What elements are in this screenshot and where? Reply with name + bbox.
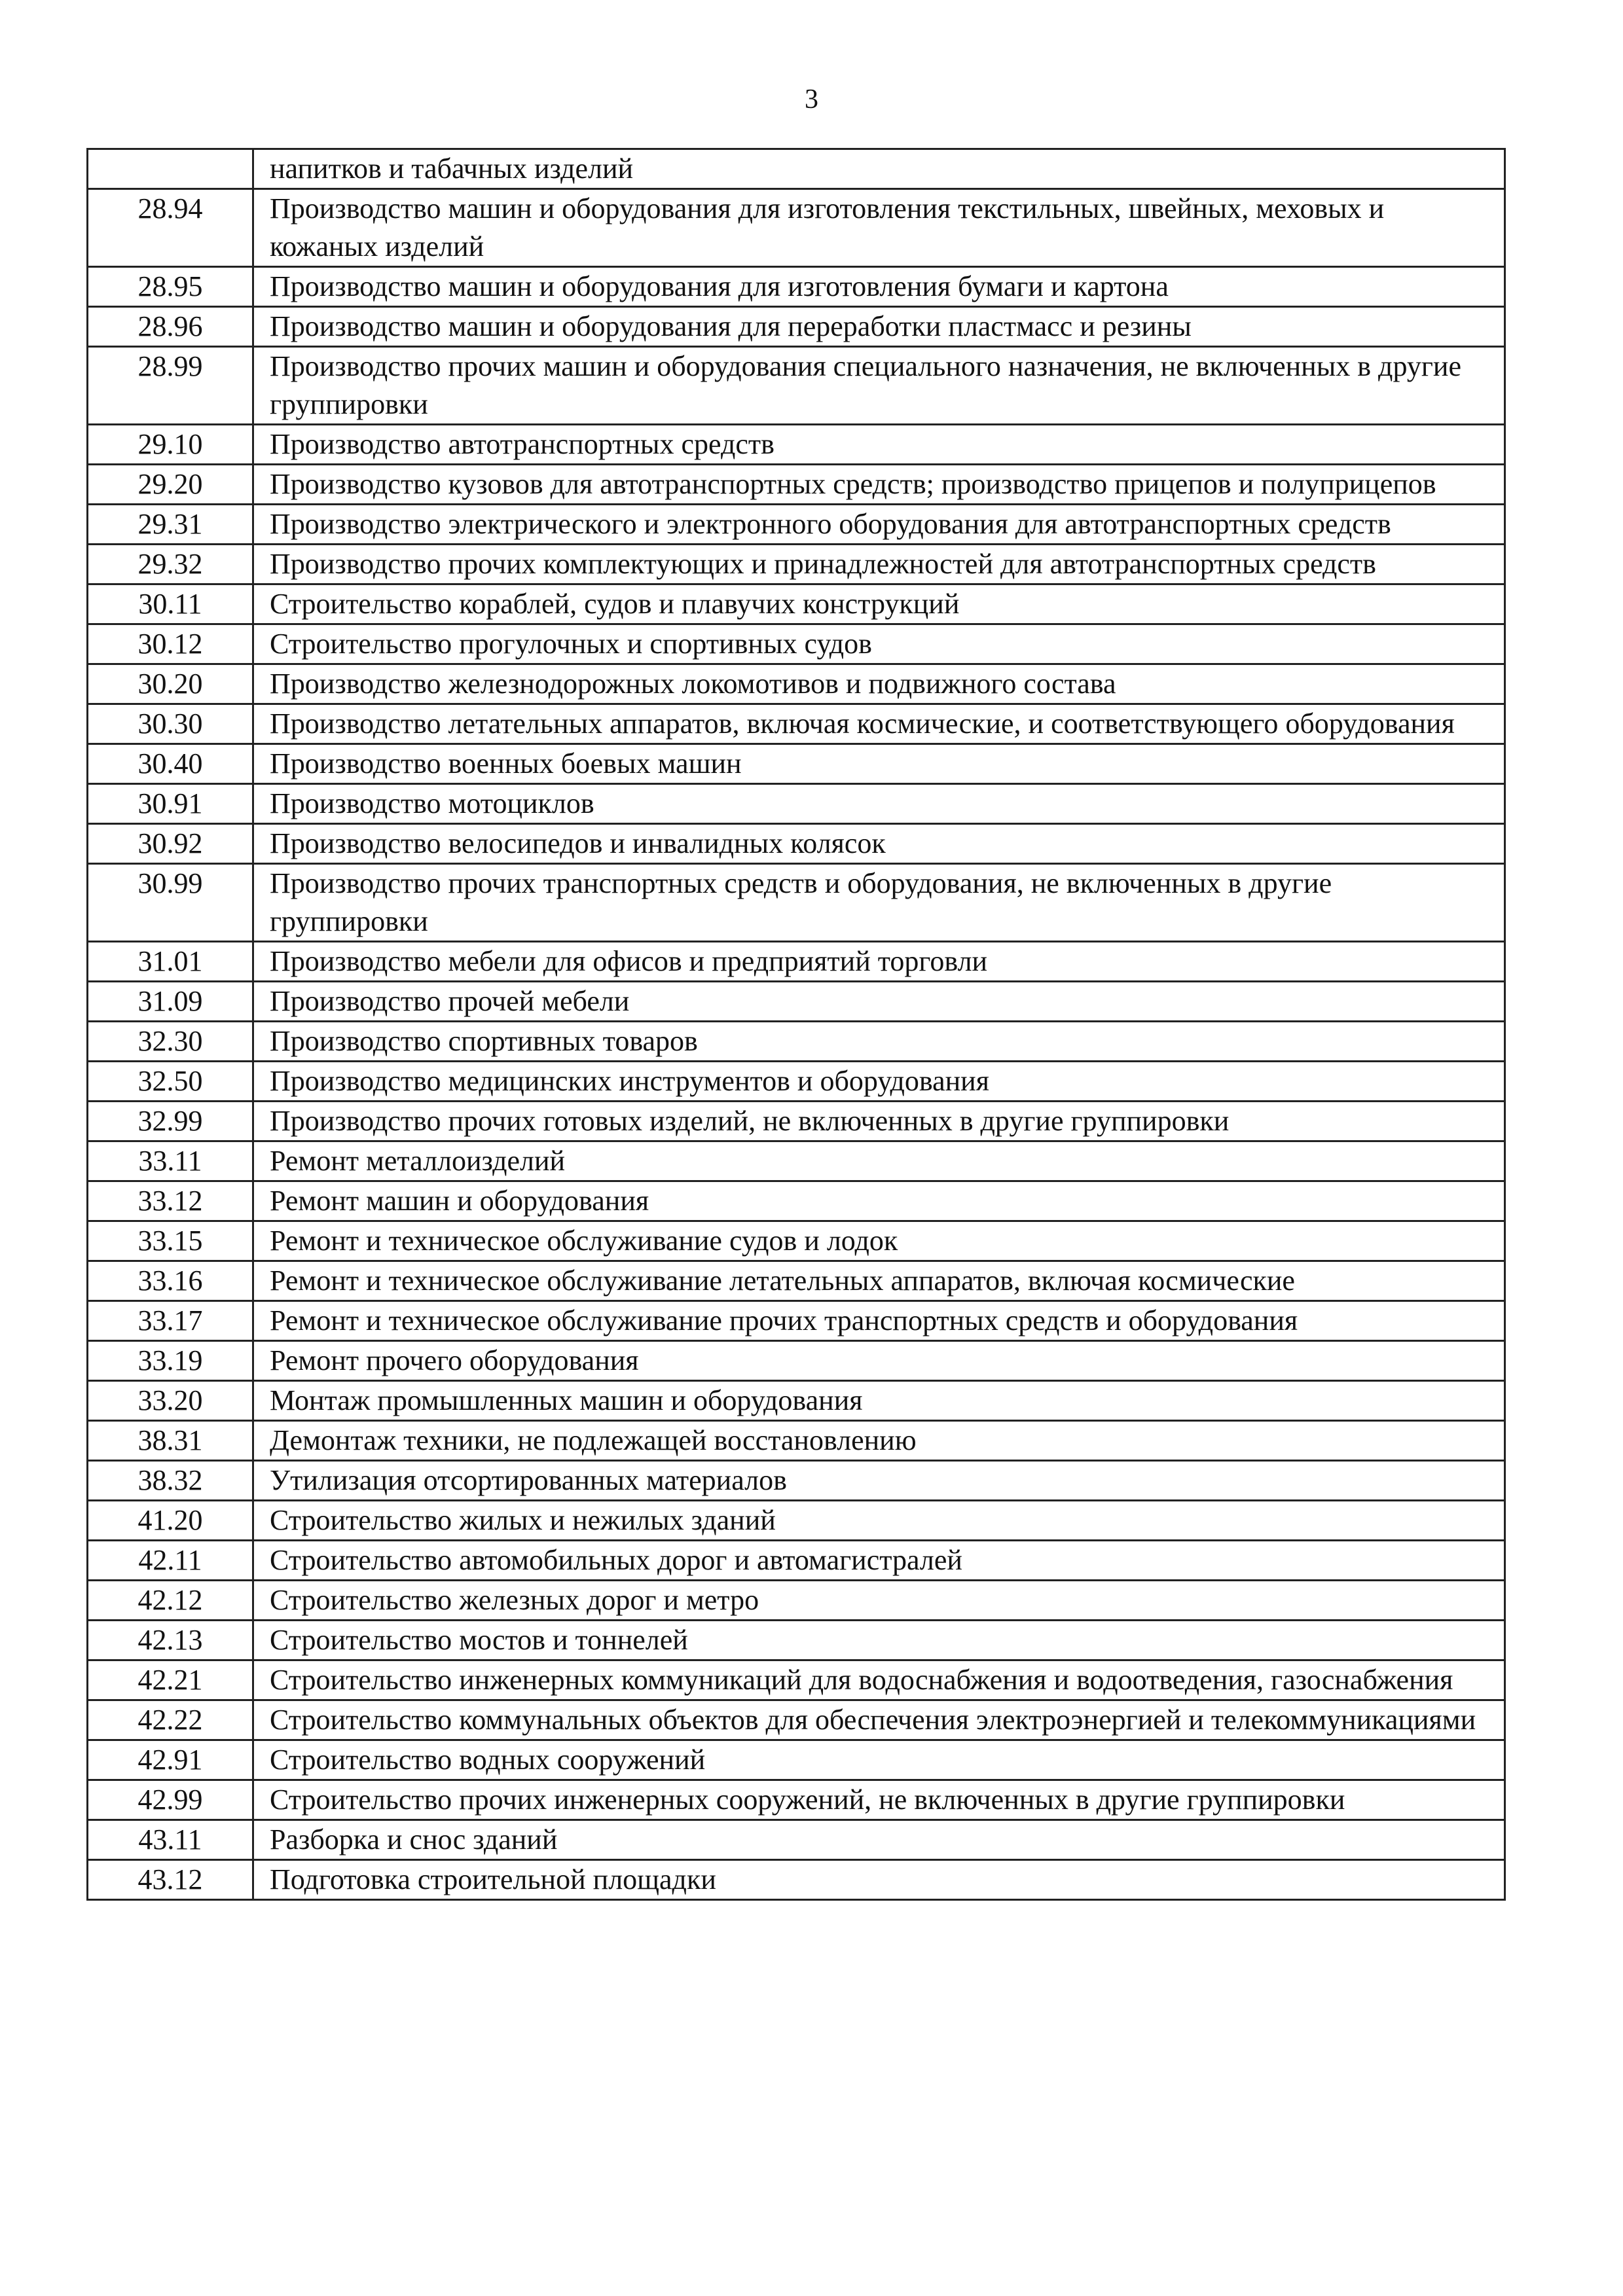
table-row <box>88 1341 1505 1381</box>
activity-description: Подготовка строительной площадки <box>253 1860 1505 1900</box>
activity-description: напитков и табачных изделий <box>253 149 1505 189</box>
table-row <box>88 1221 1505 1261</box>
table-row <box>88 664 1505 704</box>
table-row <box>88 704 1505 744</box>
activity-description: Производство прочих готовых изделий, не включенных в другие группировки <box>253 1102 1505 1141</box>
activity-description: Строительство кораблей, судов и плавучих конструкций <box>253 584 1505 624</box>
table-row <box>88 425 1505 465</box>
table-row <box>88 1660 1505 1700</box>
activity-code: 30.91 <box>88 784 253 824</box>
activity-code: 29.32 <box>88 545 253 584</box>
activity-description: Производство прочей мебели <box>253 982 1505 1022</box>
activity-description: Производство мебели для офисов и предприятий торговли <box>253 942 1505 982</box>
activity-description: Утилизация отсортированных материалов <box>253 1461 1505 1501</box>
table-row <box>88 824 1505 864</box>
activity-description: Производство электрического и электронного оборудования для автотранспортных средств <box>253 505 1505 545</box>
activity-code: 30.92 <box>88 824 253 864</box>
table-row <box>88 505 1505 545</box>
activity-description: Строительство инженерных коммуникаций для водоснабжения и водоотведения, газоснабжения <box>253 1660 1505 1700</box>
activity-code: 32.99 <box>88 1102 253 1141</box>
table-row <box>88 1421 1505 1461</box>
activity-description: Ремонт прочего оборудования <box>253 1341 1505 1381</box>
table-row <box>88 942 1505 982</box>
activity-description: Производство автотранспортных средств <box>253 425 1505 465</box>
table-body <box>88 149 1505 1900</box>
table-row <box>88 744 1505 784</box>
activity-code: 42.91 <box>88 1740 253 1780</box>
table-row <box>88 1381 1505 1421</box>
activity-code: 33.17 <box>88 1301 253 1341</box>
activity-code: 33.11 <box>88 1141 253 1181</box>
activity-code: 33.12 <box>88 1181 253 1221</box>
activity-code: 30.20 <box>88 664 253 704</box>
activity-codes-table <box>86 148 1506 1901</box>
table-row <box>88 267 1505 307</box>
activity-code: 33.15 <box>88 1221 253 1261</box>
activity-code: 38.32 <box>88 1461 253 1501</box>
activity-code: 31.01 <box>88 942 253 982</box>
activity-description: Строительство прогулочных и спортивных судов <box>253 624 1505 664</box>
activity-description: Производство летательных аппаратов, включая космические, и соответствующего оборудования <box>253 704 1505 744</box>
activity-code: 42.13 <box>88 1621 253 1660</box>
table-row <box>88 624 1505 664</box>
page-number: 3 <box>805 84 818 115</box>
activity-code: 28.99 <box>88 347 253 425</box>
table-row <box>88 982 1505 1022</box>
activity-code: 28.96 <box>88 307 253 347</box>
table-row <box>88 584 1505 624</box>
activity-code: 41.20 <box>88 1501 253 1541</box>
activity-code: 42.99 <box>88 1780 253 1820</box>
activity-code: 42.11 <box>88 1541 253 1581</box>
activity-description: Строительство железных дорог и метро <box>253 1581 1505 1621</box>
table-row <box>88 784 1505 824</box>
table-row <box>88 1541 1505 1581</box>
activity-code: 29.10 <box>88 425 253 465</box>
activity-code: 31.09 <box>88 982 253 1022</box>
table-row <box>88 1102 1505 1141</box>
activity-description: Производство спортивных товаров <box>253 1022 1505 1062</box>
table-row <box>88 1860 1505 1900</box>
table-row <box>88 1621 1505 1660</box>
activity-description: Ремонт и техническое обслуживание летательных аппаратов, включая космические <box>253 1261 1505 1301</box>
activity-code: 30.99 <box>88 864 253 942</box>
activity-description: Производство железнодорожных локомотивов и подвижного состава <box>253 664 1505 704</box>
activity-description: Производство медицинских инструментов и оборудования <box>253 1062 1505 1102</box>
table-row <box>88 1141 1505 1181</box>
activity-description: Ремонт и техническое обслуживание судов и лодок <box>253 1221 1505 1261</box>
activity-description: Производство машин и оборудования для изготовления текстильных, швейных, меховых и кожаных изделий <box>253 189 1505 267</box>
activity-code: 42.21 <box>88 1660 253 1700</box>
table-row <box>88 1181 1505 1221</box>
table-row <box>88 465 1505 505</box>
table-row <box>88 1581 1505 1621</box>
activity-description: Производство прочих транспортных средств и оборудования, не включенных в другие группировки <box>253 864 1505 942</box>
activity-code: 43.12 <box>88 1860 253 1900</box>
activity-code: 30.12 <box>88 624 253 664</box>
activity-description: Производство кузовов для автотранспортных средств; производство прицепов и полуприцепов <box>253 465 1505 505</box>
activity-code: 29.31 <box>88 505 253 545</box>
table-row <box>88 1022 1505 1062</box>
activity-code: 32.50 <box>88 1062 253 1102</box>
activity-code: 32.30 <box>88 1022 253 1062</box>
activity-description: Производство прочих машин и оборудования специального назначения, не включенных в другие группировки <box>253 347 1505 425</box>
activity-code <box>88 149 253 189</box>
activity-description: Ремонт металлоизделий <box>253 1141 1505 1181</box>
table-row <box>88 1261 1505 1301</box>
table-row <box>88 307 1505 347</box>
activity-description: Разборка и снос зданий <box>253 1820 1505 1860</box>
table-row <box>88 1780 1505 1820</box>
table-row <box>88 1740 1505 1780</box>
table-row <box>88 189 1505 267</box>
table-row <box>88 1700 1505 1740</box>
activity-description: Производство мотоциклов <box>253 784 1505 824</box>
activity-code: 33.19 <box>88 1341 253 1381</box>
activity-code: 28.94 <box>88 189 253 267</box>
table-row <box>88 1062 1505 1102</box>
activity-description: Производство велосипедов и инвалидных колясок <box>253 824 1505 864</box>
activity-description: Строительство прочих инженерных сооружений, не включенных в другие группировки <box>253 1780 1505 1820</box>
activity-description: Строительство водных сооружений <box>253 1740 1505 1780</box>
activity-description: Производство машин и оборудования для переработки пластмасс и резины <box>253 307 1505 347</box>
activity-code: 33.16 <box>88 1261 253 1301</box>
table-row <box>88 1501 1505 1541</box>
table-row <box>88 1461 1505 1501</box>
table-row <box>88 1820 1505 1860</box>
activity-description: Строительство жилых и нежилых зданий <box>253 1501 1505 1541</box>
activity-code: 30.40 <box>88 744 253 784</box>
table-row <box>88 545 1505 584</box>
table-row <box>88 864 1505 942</box>
activity-description: Производство машин и оборудования для изготовления бумаги и картона <box>253 267 1505 307</box>
activity-code: 33.20 <box>88 1381 253 1421</box>
activity-code: 42.22 <box>88 1700 253 1740</box>
activity-description: Строительство автомобильных дорог и автомагистралей <box>253 1541 1505 1581</box>
activity-description: Ремонт и техническое обслуживание прочих транспортных средств и оборудования <box>253 1301 1505 1341</box>
activity-code: 29.20 <box>88 465 253 505</box>
table-row <box>88 347 1505 425</box>
activity-description: Демонтаж техники, не подлежащей восстановлению <box>253 1421 1505 1461</box>
activity-description: Ремонт машин и оборудования <box>253 1181 1505 1221</box>
table-row <box>88 149 1505 189</box>
activity-code: 28.95 <box>88 267 253 307</box>
activity-code: 42.12 <box>88 1581 253 1621</box>
activity-description: Строительство мостов и тоннелей <box>253 1621 1505 1660</box>
activity-code: 38.31 <box>88 1421 253 1461</box>
activity-code: 43.11 <box>88 1820 253 1860</box>
activity-code: 30.11 <box>88 584 253 624</box>
table-row <box>88 1301 1505 1341</box>
activity-code: 30.30 <box>88 704 253 744</box>
activity-description: Производство военных боевых машин <box>253 744 1505 784</box>
activity-description: Строительство коммунальных объектов для обеспечения электроэнергией и телекоммуникациями <box>253 1700 1505 1740</box>
activity-description: Монтаж промышленных машин и оборудования <box>253 1381 1505 1421</box>
activity-description: Производство прочих комплектующих и принадлежностей для автотранспортных средств <box>253 545 1505 584</box>
